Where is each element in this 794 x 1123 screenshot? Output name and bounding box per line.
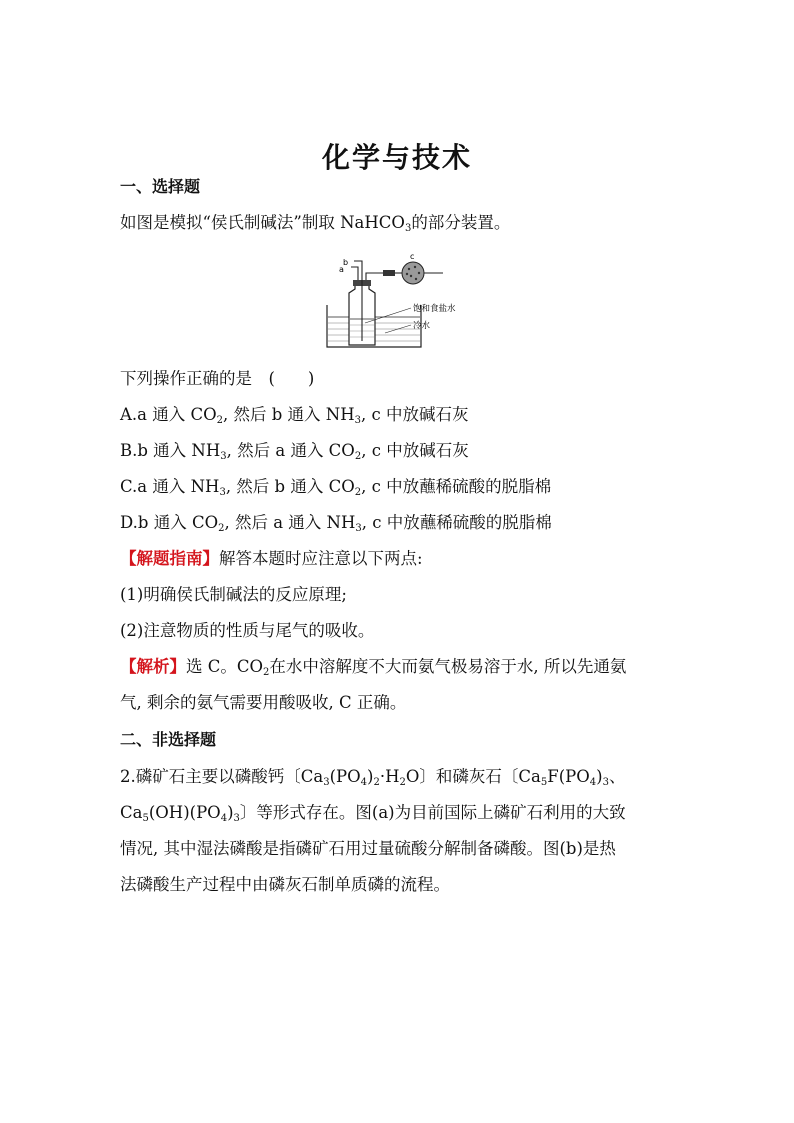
subscript: 2 (399, 777, 406, 788)
option-d (120, 511, 690, 535)
subscript: 2 (354, 487, 362, 498)
option-a-part3: , c 中放碱石灰 (361, 405, 469, 424)
option-b-part2: , 然后 a 通入 CO (226, 441, 355, 460)
rubber-joint (383, 270, 395, 276)
question-1-stem-text: 如图是模拟“侯氏制碱法”制取 NaHCO (120, 213, 405, 232)
text: (PO (329, 767, 361, 786)
subscript: 3 (354, 415, 362, 426)
subscript: 4 (220, 813, 228, 824)
subscript: 2 (263, 667, 270, 678)
option-c-part3: , c 中放蘸稀硫酸的脱脂棉 (361, 477, 552, 496)
question-1-prompt: 下列操作正确的是 ( ) (120, 369, 315, 388)
text: Ca (120, 803, 143, 822)
option-a (120, 403, 690, 427)
subscript: 4 (589, 777, 597, 788)
label-a: a (339, 265, 344, 274)
option-d-part3: , c 中放蘸稀硫酸的脱脂棉 (361, 513, 552, 532)
subscript: 3 (233, 813, 240, 824)
subscript: 4 (360, 777, 368, 788)
guide-point-1: (1)明确侯氏制碱法的反应原理; (120, 585, 347, 604)
option-b-part1: B.b 通入 NH (120, 441, 221, 460)
text: 〕等形式存在。图(a)为目前国际上磷矿石利用的大致 (239, 803, 626, 822)
tube-c-outlet (366, 273, 383, 280)
analysis-line-2: 气, 剩余的氨气需要用酸吸收, C 正确。 (120, 693, 407, 712)
question-2-line-2 (120, 801, 690, 825)
subscript: 2 (218, 523, 225, 534)
text: 2.磷矿石主要以磷酸钙〔Ca (120, 767, 324, 786)
label-cold-water: 冷水 (413, 321, 431, 331)
section-heading-choice: 一、选择题 (120, 177, 201, 196)
tube-a (351, 267, 358, 280)
text: ) (367, 767, 374, 786)
guide-tag: 【解题指南】 (120, 549, 219, 568)
question-1-stem (120, 211, 690, 235)
option-a-part1: A.a 通入 CO (120, 405, 217, 424)
subscript: 5 (142, 813, 149, 824)
page-title: 化学与技术 (321, 141, 472, 174)
subscript: 2 (354, 451, 362, 462)
option-d-part2: , 然后 a 通入 NH (224, 513, 356, 532)
text: F(PO (547, 767, 590, 786)
option-a-part2: , 然后 b 通入 NH (223, 405, 355, 424)
label-c: c (410, 253, 415, 261)
solving-guide (120, 547, 690, 571)
subscript: 3 (219, 487, 226, 498)
question-2-line-4: 法磷酸生产过程中由磷灰石制单质磷的流程。 (120, 875, 450, 894)
option-c-part2: , 然后 b 通入 CO (225, 477, 355, 496)
text: ) (596, 767, 603, 786)
label-brine: 饱和食盐水 (413, 304, 456, 314)
text: ) (227, 803, 234, 822)
question-2-line-3: 情况, 其中湿法磷酸是指磷矿石用过量硫酸分解制备磷酸。图(b)是热 (120, 839, 616, 858)
subscript: 3 (220, 451, 227, 462)
label-b: b (343, 258, 349, 267)
analysis-tag: 【解析】 (120, 657, 186, 676)
subscript: 3 (323, 777, 330, 788)
question-1-stem-text-end: 的部分装置。 (411, 213, 511, 232)
text: 、 (608, 767, 626, 786)
option-c-part1: C.a 通入 NH (120, 477, 220, 496)
question-2-line-1 (120, 765, 690, 789)
subscript: 5 (540, 777, 548, 788)
apparatus-figure (325, 253, 475, 353)
text: ·H (379, 767, 400, 786)
analysis (120, 655, 690, 679)
drying-bulb-c (402, 262, 424, 284)
section-heading-nonchoice: 二、非选择题 (120, 730, 217, 749)
subscript: 2 (373, 777, 380, 788)
text: (OH)(PO (148, 803, 221, 822)
option-b-part3: , c 中放碱石灰 (361, 441, 469, 460)
guide-point-2: (2)注意物质的性质与尾气的吸收。 (120, 621, 375, 640)
text: O〕和磷灰石〔Ca (405, 767, 541, 786)
subscript: 2 (216, 415, 224, 426)
option-b (120, 439, 690, 463)
subscript: 3 (404, 223, 412, 234)
analysis-text-a: 选 C。CO (186, 657, 264, 676)
analysis-text-b: 在水中溶解度不大而氨气极易溶于水, 所以先通氨 (269, 657, 627, 676)
subscript: 3 (602, 777, 609, 788)
option-d-part1: D.b 通入 CO (120, 513, 219, 532)
guide-text: 解答本题时应注意以下两点: (219, 549, 423, 568)
subscript: 3 (355, 523, 362, 534)
option-c (120, 475, 690, 499)
